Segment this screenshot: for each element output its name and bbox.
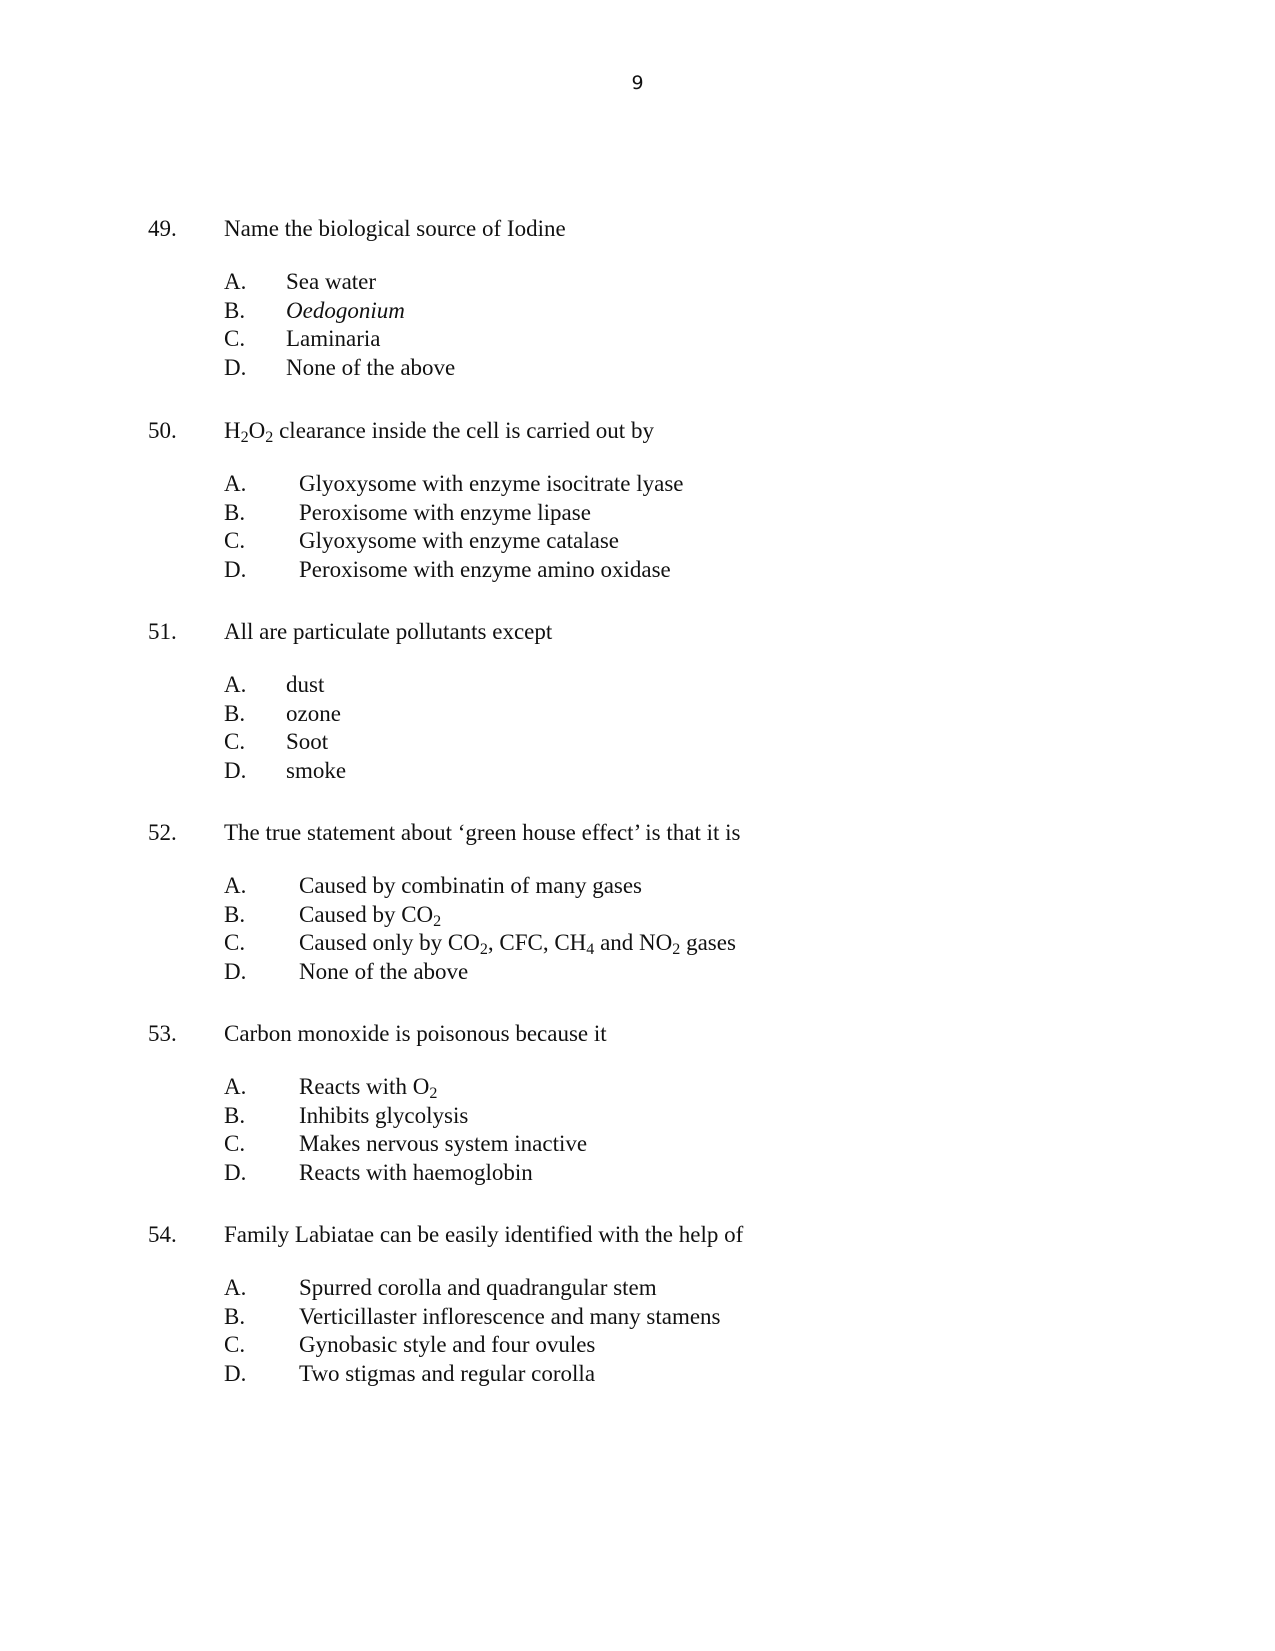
option-text: Reacts with haemoglobin [299,1159,533,1185]
question-text: Carbon monoxide is poisonous because it [224,1021,607,1046]
option-letter: B. [224,700,246,726]
option-a [0,1073,1275,1102]
question-53 [0,1019,1275,1187]
question-50 [0,416,1275,584]
options-list [0,671,1275,785]
option-c [0,1331,1275,1360]
option-b [0,1303,1275,1332]
question-number: 52. [148,820,177,845]
option-letter: C. [224,326,246,351]
question-52 [0,818,1275,986]
option-letter: D. [224,757,247,783]
option-b [0,700,1275,729]
option-text: Glyoxysome with enzyme catalase [299,528,619,553]
question-49 [0,214,1275,382]
option-b [0,1102,1275,1131]
option-text: Oedogonium [286,297,405,323]
option-text: smoke [286,757,347,783]
option-a [0,671,1275,700]
option-text: Verticillaster inflorescence and many stamens [299,1303,721,1329]
option-b [0,901,1275,930]
option-letter: D. [224,556,247,582]
option-d [0,958,1275,987]
option-letter: A. [224,672,247,697]
question-number: 53. [148,1021,177,1046]
option-text: Soot [286,729,329,754]
option-text: Peroxisome with enzyme lipase [299,499,591,525]
option-text: Sea water [286,269,377,294]
option-text: ozone [286,700,341,726]
option-d [0,354,1275,383]
option-letter: B. [224,901,246,927]
option-letter: C. [224,1131,246,1156]
option-c [0,728,1275,757]
option-letter: C. [224,1332,246,1357]
option-text: Gynobasic style and four ovules [299,1332,596,1357]
question-text: Family Labiatae can be easily identified with the help of [224,1222,744,1247]
option-text: Laminaria [286,326,381,351]
option-text: Caused by $CO_2$ [299,901,442,930]
question-text: The true statement about ‘green house effect’ is that it is [224,820,741,845]
options-list [0,268,1275,382]
question-number: 54. [148,1222,177,1247]
options-list [0,1073,1275,1187]
option-d [0,556,1275,585]
option-text: Reacts with $O_2$ [299,1074,438,1103]
option-letter: C. [224,528,246,553]
options-list [0,872,1275,986]
option-letter: D. [224,958,247,984]
option-letter: D. [224,354,247,380]
question-number: 50. [148,418,177,443]
option-text: None of the above [286,354,456,380]
page-number: 9 [631,72,644,94]
option-b [0,499,1275,528]
option-c [0,527,1275,556]
option-c [0,1130,1275,1159]
option-d [0,1159,1275,1188]
question-number: 49. [148,216,177,241]
option-letter: B. [224,1102,246,1128]
option-a [0,1274,1275,1303]
option-letter: A. [224,471,247,496]
option-letter: C. [224,930,246,955]
question-51 [0,617,1275,785]
option-letter: A. [224,873,247,898]
option-letter: D. [224,1159,247,1185]
option-a [0,470,1275,499]
question-text: $H_2O_2$ clearance inside the cell is carried out by [224,418,654,447]
question-text: Name the biological source of Iodine [224,216,566,241]
option-text: dust [286,672,325,697]
option-a [0,268,1275,297]
option-text: Makes nervous system inactive [299,1131,588,1156]
option-text: Spurred corolla and quadrangular stem [299,1275,657,1300]
options-list [0,470,1275,584]
option-d [0,757,1275,786]
option-text: Two stigmas and regular corolla [299,1360,596,1386]
option-text: Caused by combinatin of many gases [299,873,643,898]
option-a [0,872,1275,901]
option-c [0,929,1275,958]
question-number: 51. [148,619,177,644]
option-letter: B. [224,1303,246,1329]
question-text: All are particulate pollutants except [224,619,553,644]
option-letter: A. [224,1275,247,1300]
option-text: Caused only by $CO_2$, CFC, $CH_4$ and $NO_2$ gases [299,930,736,959]
option-text: Peroxisome with enzyme amino oxidase [299,556,671,582]
option-letter: B. [224,499,246,525]
option-text: Glyoxysome with enzyme isocitrate lyase [299,471,684,496]
option-letter: A. [224,1074,247,1099]
option-letter: B. [224,297,246,323]
option-text: None of the above [299,958,469,984]
option-letter: C. [224,729,246,754]
option-letter: A. [224,269,247,294]
option-letter: D. [224,1360,247,1386]
option-d [0,1360,1275,1389]
option-text: Inhibits glycolysis [299,1102,469,1128]
option-c [0,325,1275,354]
option-b [0,297,1275,326]
question-54 [0,1220,1275,1388]
options-list [0,1274,1275,1388]
